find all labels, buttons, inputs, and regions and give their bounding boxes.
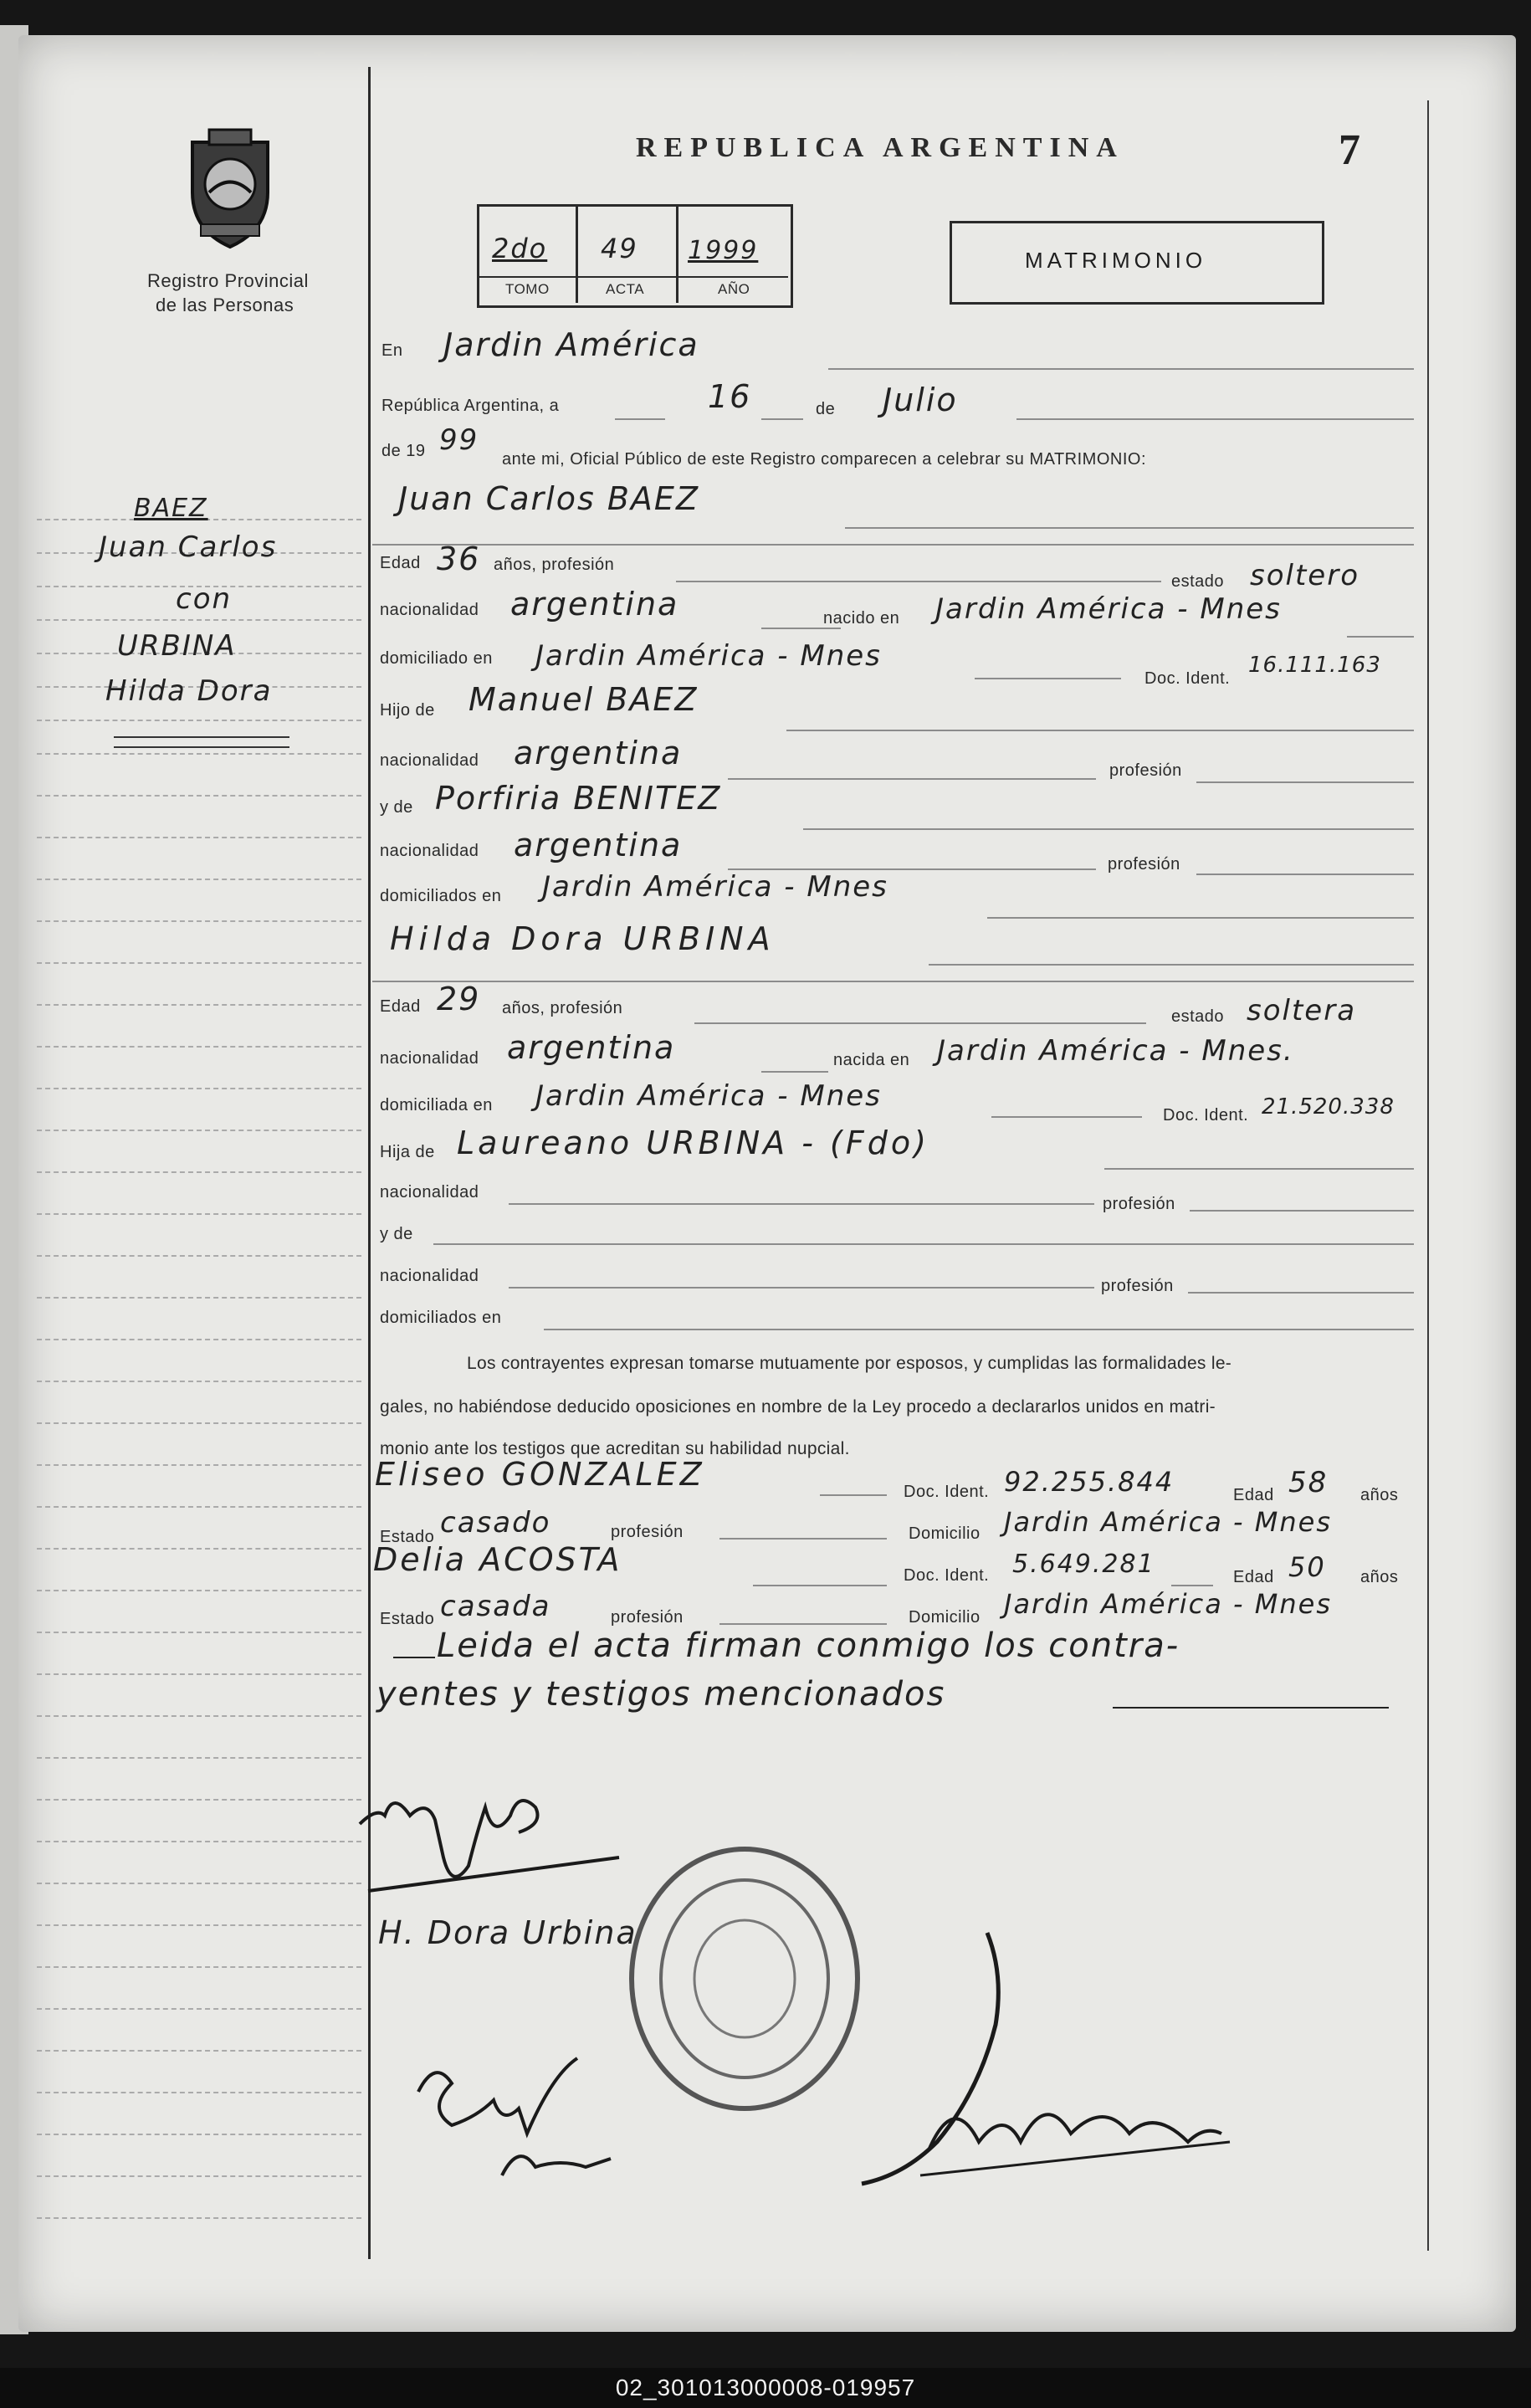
- groom-signature: [351, 1757, 636, 1908]
- witness2-name: Delia ACOSTA: [373, 1541, 622, 1578]
- bride-nacionalidad: argentina: [507, 1029, 676, 1066]
- year-prefix: de 19: [381, 442, 426, 460]
- witness2-edad-label: Edad: [1233, 1568, 1274, 1586]
- tomo-label: TOMO: [505, 281, 550, 297]
- witness2-profesion-label: profesión: [611, 1608, 684, 1627]
- republica-label: República Argentina, a: [381, 397, 560, 415]
- de-label: de: [816, 400, 836, 418]
- witness2-estado: casada: [440, 1590, 551, 1623]
- page-number: 7: [1339, 126, 1360, 174]
- margin-name-bride: Hilda Dora: [105, 674, 273, 708]
- declaration-line1: Los contrayentes expresan tomarse mutuamente por esposos, y cumplidas las formalidades le-: [467, 1354, 1232, 1373]
- groom-father-profesion-label: profesión: [1109, 761, 1182, 780]
- groom-nacionalidad-label: nacionalidad: [380, 601, 479, 619]
- right-border-line: [1427, 100, 1429, 2251]
- witness1-doc: 92.255.844: [1004, 1466, 1175, 1498]
- bride-nacionalidad-label: nacionalidad: [380, 1049, 479, 1068]
- witness1-signature: [402, 2042, 619, 2192]
- bride-estado-label: estado: [1171, 1007, 1225, 1026]
- ano-value: 1999: [688, 236, 759, 265]
- witness1-estado-label: Estado: [380, 1528, 435, 1546]
- groom-edad-label: Edad: [380, 554, 421, 572]
- groom-profesion-label: años, profesión: [494, 556, 615, 574]
- groom-parents-domicilio: Jardin América - Mnes: [542, 870, 888, 904]
- groom-nacido: Jardin América - Mnes: [935, 592, 1282, 626]
- groom-doc-label: Doc. Ident.: [1144, 669, 1231, 688]
- groom-father-nac-label: nacionalidad: [380, 751, 479, 770]
- acta-value: 49: [601, 233, 638, 264]
- tomo-value: 2do: [492, 233, 548, 264]
- bride-estado: soltera: [1247, 994, 1357, 1027]
- bride-father: Laureano URBINA - (Fdo): [457, 1125, 929, 1161]
- groom-doc: 16.111.163: [1248, 653, 1381, 678]
- margin-divider: [368, 67, 371, 2259]
- witness1-anos-label: años: [1360, 1486, 1399, 1504]
- bride-doc-label: Doc. Ident.: [1163, 1106, 1249, 1125]
- groom-name: Juan Carlos BAEZ: [398, 480, 699, 517]
- bride-name: Hilda Dora URBINA: [390, 920, 776, 957]
- bride-domiciliados-label: domiciliados en: [380, 1309, 502, 1327]
- witness2-doc-label: Doc. Ident.: [904, 1566, 990, 1585]
- place-value: Jardin América: [443, 326, 699, 363]
- closing-line1: Leida el acta firman conmigo los contra-: [437, 1627, 1180, 1665]
- closing-line2: yentes y testigos mencionados: [376, 1675, 946, 1714]
- bride-age: 29: [437, 981, 481, 1017]
- groom-domiciliado-label: domiciliado en: [380, 649, 493, 668]
- witness1-domicilio-label: Domicilio: [909, 1524, 981, 1543]
- groom-estado: soltero: [1250, 559, 1359, 592]
- ano-label: AÑO: [718, 281, 750, 297]
- margin-con: con: [176, 582, 233, 616]
- witness2-age: 50: [1288, 1551, 1326, 1583]
- official-signature: [853, 1924, 1255, 2192]
- declaration-line2: gales, no habiéndose deducido oposiciones en nombre de la Ley procedo a declararlos unidos en matri-: [380, 1397, 1216, 1417]
- bride-profesion-label: años, profesión: [502, 999, 623, 1017]
- witness1-profesion-label: profesión: [611, 1523, 684, 1541]
- margin-surname-bride: URBINA: [117, 629, 237, 663]
- bride-doc: 21.520.338: [1262, 1094, 1395, 1119]
- groom-nacionalidad: argentina: [510, 586, 679, 622]
- witness1-name: Eliseo GONZALEZ: [375, 1456, 705, 1493]
- witness1-estado: casado: [440, 1506, 551, 1540]
- groom-mother-profesion-label: profesión: [1108, 855, 1180, 874]
- registry-name-line2: de las Personas: [156, 295, 294, 315]
- witness1-edad-label: Edad: [1233, 1486, 1274, 1504]
- groom-father-nac: argentina: [514, 735, 683, 771]
- groom-father: Manuel BAEZ: [469, 681, 699, 718]
- bride-yde-label: y de: [380, 1225, 413, 1243]
- groom-estado-label: estado: [1171, 572, 1225, 591]
- en-label: En: [381, 341, 403, 360]
- witness2-estado-label: Estado: [380, 1610, 435, 1628]
- groom-mother-nac-label: nacionalidad: [380, 842, 479, 860]
- country-title: REPUBLICA ARGENTINA: [636, 132, 1124, 163]
- record-type: MATRIMONIO: [1025, 248, 1207, 273]
- witness2-domicilio-label: Domicilio: [909, 1608, 981, 1627]
- registry-name-line1: Registro Provincial: [147, 270, 309, 291]
- official-stamp-icon: [623, 1841, 866, 2117]
- bride-father-profesion-label: profesión: [1103, 1195, 1175, 1213]
- acta-label: ACTA: [606, 281, 645, 297]
- bride-edad-label: Edad: [380, 997, 421, 1016]
- groom-yde-label: y de: [380, 798, 413, 817]
- groom-mother: Porfiria BENITEZ: [435, 780, 722, 817]
- witness2-anos-label: años: [1360, 1568, 1399, 1586]
- bride-hija-label: Hija de: [380, 1143, 435, 1161]
- month-value: Julio: [883, 382, 958, 418]
- bride-mother-nac-label: nacionalidad: [380, 1267, 479, 1285]
- bride-father-nac-label: nacionalidad: [380, 1183, 479, 1201]
- intro-text: ante mi, Oficial Público de este Registro comparecen a celebrar su MATRIMONIO:: [502, 450, 1147, 469]
- margin-name-groom: Juan Carlos: [99, 530, 278, 564]
- declaration-line3: monio ante los testigos que acreditan su habilidad nupcial.: [380, 1439, 850, 1458]
- groom-age: 36: [437, 541, 481, 577]
- witness2-doc: 5.649.281: [1012, 1550, 1155, 1579]
- witness2-domicilio: Jardin América - Mnes: [1004, 1588, 1332, 1620]
- groom-domicilio: Jardin América - Mnes: [535, 639, 882, 673]
- witness1-domicilio: Jardin América - Mnes: [1004, 1506, 1332, 1538]
- groom-domiciliados-label: domiciliados en: [380, 887, 502, 905]
- scan-filename-footer: 02_301013000008-019957: [0, 2368, 1531, 2408]
- provincial-crest-icon: [176, 126, 284, 251]
- groom-nacido-label: nacido en: [823, 609, 900, 628]
- bride-mother-profesion-label: profesión: [1101, 1277, 1174, 1295]
- bride-nacida: Jardin América - Mnes.: [937, 1034, 1294, 1068]
- witness1-doc-label: Doc. Ident.: [904, 1483, 990, 1501]
- bride-domicilio: Jardin América - Mnes: [535, 1079, 882, 1113]
- witness1-age: 58: [1288, 1466, 1329, 1499]
- year-suffix: 99: [439, 423, 479, 457]
- bride-domiciliada-label: domiciliada en: [380, 1096, 493, 1114]
- bride-signature: H. Dora Urbina: [378, 1914, 637, 1951]
- day-value: 16: [708, 378, 752, 415]
- margin-surname-groom: BAEZ: [134, 494, 208, 523]
- groom-mother-nac: argentina: [514, 827, 683, 863]
- bride-nacida-label: nacida en: [833, 1051, 910, 1069]
- groom-hijo-label: Hijo de: [380, 701, 435, 720]
